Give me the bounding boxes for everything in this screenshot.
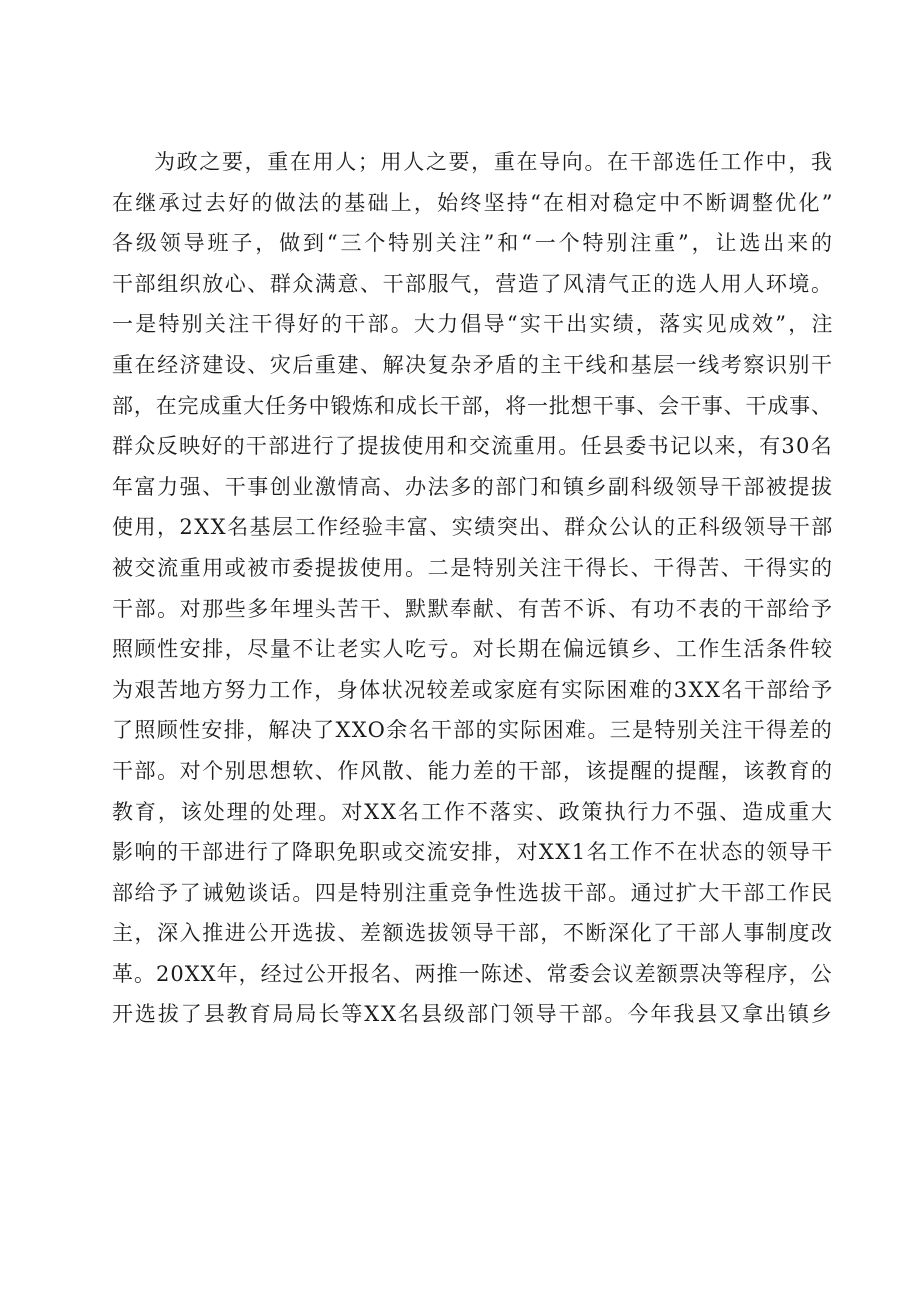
text-line: 主，深入推进公开选拔、差额选拔领导干部，不断深化了干部人事制度改: [112, 921, 834, 946]
text-line: 为政之要，重在用人；用人之要，重在导向。在干部选任工作中，我: [154, 150, 834, 174]
text-line: 干部。对个别思想软、作风散、能力差的干部，该提醒的提醒，该教育的: [112, 758, 834, 783]
text-line: 了照顾性安排，解决了XXO余名干部的实际困难。三是特别关注干得差的: [112, 718, 834, 743]
text-line: 部给予了诫勉谈话。四是特别注重竞争性选拔干部。通过扩大干部工作民: [112, 880, 834, 905]
body-text: [112, 142, 835, 1035]
text-line: 部，在完成重大任务中锻炼和成长干部，将一批想干事、会干事、干成事、: [112, 393, 833, 418]
text-line: 干部组织放心、群众满意、干部服气，营造了风清气正的选人用人环境。: [112, 271, 834, 296]
text-line: 教育，该处理的处理。对XX名工作不落实、政策执行力不强、造成重大: [112, 799, 834, 824]
text-line: 被交流重用或被市委提拔使用。二是特别关注干得长、干得苦、干得实的: [112, 555, 834, 580]
text-line: 年富力强、干事创业激情高、办法多的部门和镇乡副科级领导干部被提拔: [112, 474, 834, 499]
text-line: 影响的干部进行了降职免职或交流安排，对XX1名工作不在状态的领导干: [112, 840, 834, 865]
text-line: 各级领导班子，做到“三个特别关注”和“一个特别注重”，让选出来的: [112, 231, 835, 256]
text-line: 开选拔了县教育局局长等XX名县级部门领导干部。今年我县又拿出镇乡: [112, 1002, 834, 1027]
text-line: 在继承过去好的做法的基础上，始终坚持“在相对稳定中不断调整优化”: [112, 190, 835, 215]
text-line: 为艰苦地方努力工作，身体状况较差或家庭有实际困难的3XX名干部给予: [112, 677, 834, 702]
text-line: 一是特别关注干得好的干部。大力倡导“实干出实绩，落实见成效”，注: [112, 312, 835, 337]
text-line: 干部。对那些多年埋头苦干、默默奉献、有苦不诉、有功不表的干部给予: [112, 596, 834, 621]
text-line: 革。20XX年，经过公开报名、两推一陈述、常委会议差额票决等程序，公: [112, 961, 833, 986]
text-line: 重在经济建设、灾后重建、解决复杂矛盾的主干线和基层一线考察识别干: [112, 352, 834, 377]
text-line: 使用，2XX名基层工作经验丰富、实绩突出、群众公认的正科级领导干部: [112, 515, 834, 540]
text-line: 群众反映好的干部进行了提拔使用和交流重用。任县委书记以来，有30名: [112, 434, 834, 459]
text-line: 照顾性安排，尽量不让老实人吃亏。对长期在偏远镇乡、工作生活条件较: [112, 637, 834, 662]
